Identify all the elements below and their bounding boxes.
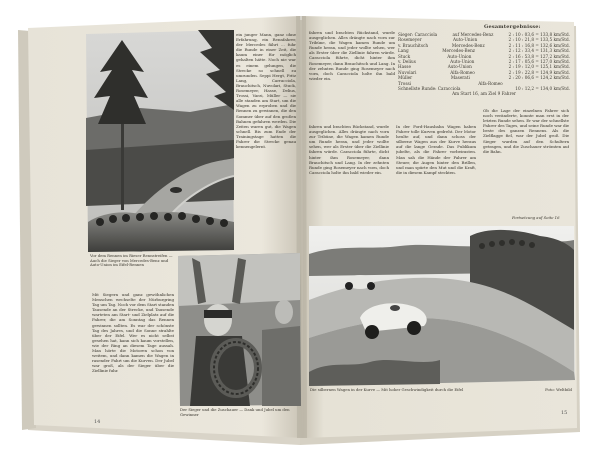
result-row: v. Brauchitsch Mercedes-Benz 2 : 11 : 16,8 = 132,6 km/Std. <box>398 42 570 48</box>
racing-cars-photo <box>309 226 575 386</box>
result-row: Stuck Auto-Union 2 : 16 : 53,8 = 127,2 km/Std. <box>398 53 570 59</box>
left-column-right-text: ein junger Mann, ganz ohne Erfahrung, ein Rennfahrer, der Mercedes fährt ... fuhr die Runde in einer Zeit, die kaum einer für möglich gehalten hätte. Noch nie war es einem gelungen, die Strecke so schnell zu umrunden. Seppi Hergt, Fritz Lang, Carracciola, Brauchitsch, Nuvolari, Stuck, Rosemeyer, Hasse, Delius, Trossi, Varzi, Müller — sie alle standen am Start, um die Wagen zu erproben und die Rennen zu gewinnen, die den Sommer über auf den großen Bahnen gefahren werden. Die Zeiten waren gut, die Wagen schnell. Bis zum Ende der Trainingstage hatten die Fahrer die Strecke genau kennengelernt. <box>236 32 296 150</box>
results-table <box>398 32 570 97</box>
result-row: Müller Maserati 2 : 20 : 06,6 = 124,2 km/Std. <box>398 75 570 81</box>
result-row: v. Delius Auto-Union 2 : 17 : 05,6 = 127,0 km/Std. <box>398 59 570 65</box>
result-row: Trossi Alfa-Romeo <box>398 80 503 86</box>
forest-road-photo <box>86 30 234 252</box>
result-row: Nuvolari Alfa-Romeo 2 : 19 : 22,8 = 124,9 km/Std. <box>398 69 570 75</box>
right-photo-caption: Die silbernen Wagen in der Kurve — Mit hoher Geschwindigkeit durch die Eifel <box>310 388 464 392</box>
left-column-bottom-text: Mit Siegern und ganz gewöhnlichen Menschen wechselte der Nürburgring Tag um Tag. Noch vor dem Start standen Tausende an der Strecke, und Tausende warteten am Start- und Zielplatz auf die Fahrer, die am Sonntag das Rennen gewinnen sollten. Es war der schönste Tag des Jahres, und die Sonne strahlte über der Eifel. Wer es nicht selbst gesehen hat, kann sich kaum vorstellen, wie der Ring an diesem Tage aussah. Man hörte die Motoren schon von weitem, und dann kamen die Wagen in rasender Fahrt um die Kurven. Der Jubel war groß, als der Sieger über die Ziellinie fuhr. <box>92 292 174 374</box>
right-column-2-text: In der Ford-Hausbahn Wagen haben Fahrer tolle Kurven gedreht. Der Motor heulte auf, und dann schoss der silberne Wagen aus der Kurve heraus auf die lange Gerade. Das Publikum jubelte, als die Fahrer vorbeirasten. Man sah die Hände der Fahrer am Steuer, die Augen hinter den Brillen, und man spürte den Mut und die Kraft, die in diesem Kampf steckten. <box>396 124 476 175</box>
left-bottom-photo-caption: Der Sieger und die Zuschauer — Dank und Jubel um den Gewinner <box>180 408 290 417</box>
winner-celebration-photo <box>178 253 301 406</box>
right-page-number: 15 <box>561 410 568 416</box>
result-row: Hasse Auto-Union 2 : 19 : 12,0 = 125,1 km/Std. <box>398 64 570 70</box>
continuation-note: Fortsetzung auf Seite 16 <box>512 216 560 220</box>
photo-credit: Foto: Weltbild <box>545 388 572 392</box>
results-title: Gesamtergebnisse: <box>484 24 541 30</box>
result-row: Sieger: Caracciola auf Mercedes-Benz 2 : 10 : 03,6 = 133,8 km/Std. <box>398 32 570 37</box>
left-page-number: 14 <box>94 419 101 425</box>
result-row: Lang Mercedes-Benz 2 : 12 : 33,4 = 131,3 km/Std. <box>398 48 570 54</box>
right-column-1-text: fahren und brachten Rückstand, wurde ausgeglichen. Alles drängte nach vorn zur Tribüne, die Wagen kamen Runde um Runde heran, und jeder wollte sehen, wer als Erster über die Ziellinie fahren würde. Caracciola führte, dicht hinter ihm Rosemeyer, dann Brauchitsch und Lang. In der zehnten Runde ging Rosemeyer nach vorn, doch Caracciola holte ihn bald wieder ein. <box>309 124 389 175</box>
results-footer: Am Start 16, am Ziel 9 Fahrer <box>452 91 516 97</box>
result-row: Rosemeyer Auto-Union 2 : 10 : 21,8 = 133,5 km/Std. <box>398 37 570 43</box>
left-top-photo-caption: Vor dem Rennen im Rieser Rennstreifen — Auch die Sieger von Mercedes-Benz und Auto-Union im Eifel-Rennen <box>90 254 173 268</box>
right-top-column-text: fahren und brachten Rückstand, wurde ausgeglichen. Alles drängte nach vorn zur Tribüne, die Wagen kamen Runde um Runde heran, und jeder wollte sehen, wer als Erster über die Ziellinie fahren würde. Caracciola führte, dicht hinter ihm Rosemeyer, dann Brauchitsch und Lang. In der zehnten Runde ging Rosemeyer nach vorn, doch Caracciola holte ihn bald wieder ein. <box>309 30 395 81</box>
right-column-3-text: Ob die Lage der einzelnen Fahrer sich noch veränderte, konnte man erst in der letzten Runde sehen. Er war der schnellste Fahrer des Tages, und seine Runde war die beste des ganzen Rennens. Als die Zielflagge fiel, war der Jubel groß. Die Sieger wurden auf den Schultern getragen, und die Zuschauer strömten auf die Bahn. <box>483 108 569 154</box>
result-row: Schnellste Runde: Caracciola 10 : 12,2 = 134,0 km/Std. <box>398 86 570 92</box>
